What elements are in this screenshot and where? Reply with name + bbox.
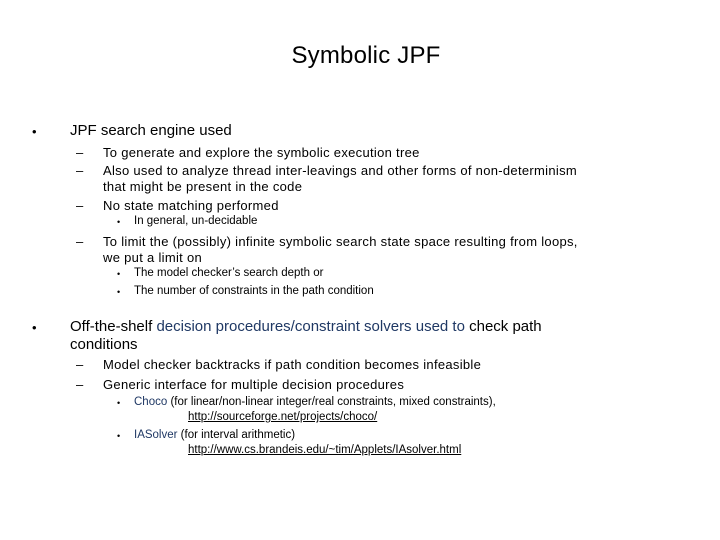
sub-item-thread: Also used to analyze thread inter-leavings and other forms of non-determinism (103, 163, 577, 178)
bullet-icon: • (117, 398, 121, 408)
solver-iasolver-link-row (188, 444, 461, 456)
sub-item-generic-interface: Generic interface for multiple decision procedures (103, 377, 405, 392)
sub-item-backtracks: Model checker backtracks if path condition becomes infeasible (103, 357, 482, 372)
heading-text: Off-the-shelf (70, 318, 157, 335)
heading-highlight: decision procedures/constraint solvers used to (156, 318, 465, 335)
bullet-icon: • (32, 124, 37, 139)
bullet-icon: • (117, 431, 121, 441)
iasolver-link[interactable]: http://www.cs.brandeis.edu/~tim/Applets/IAsolver.html (188, 444, 462, 456)
section-heading-solvers (70, 318, 542, 335)
solver-choco-link-row (188, 411, 377, 423)
sub-item-state-matching: No state matching performed (103, 198, 279, 213)
dash-icon: – (76, 357, 84, 372)
sub-sub-item-undecidable: In general, un-decidable (134, 215, 258, 227)
sub-item-limit-cont: we put a limit on (103, 250, 203, 265)
solver-iasolver (134, 429, 295, 441)
sub-item-generate: To generate and explore the symbolic execution tree (103, 145, 420, 160)
dash-icon: – (76, 377, 84, 392)
sub-item-limit: To limit the (possibly) infinite symbolic search state space resulting from loops, (103, 234, 578, 249)
sub-sub-item-constraints: The number of constraints in the path condition (134, 285, 374, 297)
dash-icon: – (76, 145, 84, 160)
choco-link[interactable]: http://sourceforge.net/projects/choco/ (188, 411, 378, 423)
bullet-icon: • (117, 287, 121, 297)
heading-text: check path (464, 318, 542, 335)
solver-choco (134, 396, 496, 408)
section-heading-solvers-cont: conditions (70, 336, 138, 353)
section-heading-jpf: JPF search engine used (70, 122, 232, 139)
dash-icon: – (76, 234, 84, 249)
dash-icon: – (76, 163, 84, 178)
bullet-icon: • (32, 320, 37, 335)
sub-item-thread-cont: that might be present in the code (103, 179, 303, 194)
bullet-icon: • (117, 269, 121, 279)
solver-desc: (for interval arithmetic) (177, 429, 296, 441)
bullet-icon: • (117, 217, 121, 227)
solver-desc: (for linear/non-linear integer/real constraints, mixed constraints), (167, 396, 496, 408)
solver-name: IASolver (134, 429, 178, 441)
slide-title: Symbolic JPF (291, 42, 441, 69)
dash-icon: – (76, 198, 84, 213)
solver-name: Choco (134, 396, 168, 408)
sub-sub-item-depth: The model checker’s search depth or (134, 267, 324, 279)
